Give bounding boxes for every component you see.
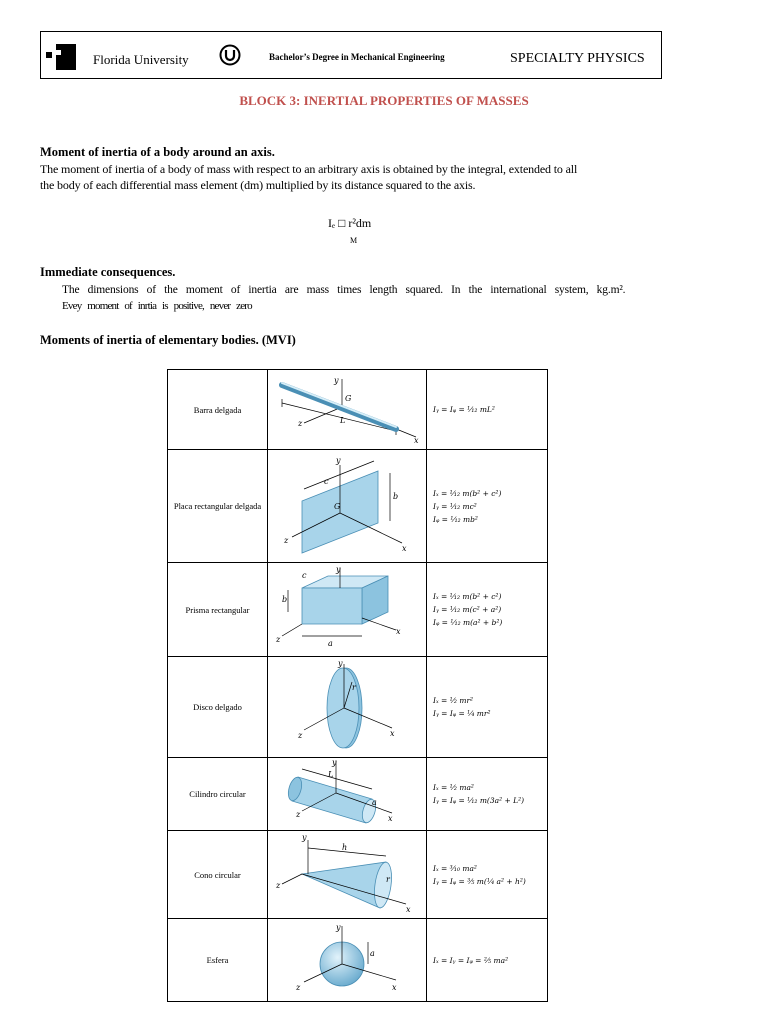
radius-label-r: r <box>352 682 356 692</box>
axis-label-y: y <box>336 564 341 574</box>
thin-disk-figure <box>268 658 426 757</box>
inertia-equation: Iᵧ = ¹⁄₁₂ mc² <box>433 501 477 511</box>
axis-label-x: x <box>396 626 401 636</box>
table-row <box>168 919 548 1002</box>
inertia-equation: Iₓ = ¹⁄₁₂ m(b² + c²) <box>433 592 502 601</box>
axis-label-x: x <box>414 435 419 445</box>
axis-label-y: y <box>332 758 337 767</box>
axis-label-x: x <box>390 728 395 738</box>
section-heading-mvi: Moments of inertia of elementary bodies. (MVI) <box>40 333 296 347</box>
length-label: L <box>340 415 346 425</box>
inertia-equation: Iₓ = ³⁄₁₀ ma² <box>433 863 477 873</box>
degree-name: Bachelor’s Degree in Mechanical Engineering <box>269 52 445 62</box>
section-heading-moment: Moment of inertia of a body around an axis. <box>40 145 275 159</box>
centroid-label: G <box>345 393 352 403</box>
radius-label-r: r <box>386 874 390 884</box>
inertia-formula <box>328 216 372 245</box>
axis-label-y: y <box>302 832 307 842</box>
paragraph-line: The moment of inertia of a body of mass with respect to an arbitrary axis is obtained by the integral, extended to all <box>40 162 578 176</box>
axis-label-z: z <box>296 809 301 819</box>
axis-label-z: z <box>298 730 303 740</box>
table-row <box>168 563 548 657</box>
subject-name: SPECIALTY PHYSICS <box>510 51 645 66</box>
university-name: Florida University <box>93 52 189 67</box>
axis-label-y: y <box>336 922 341 932</box>
axis-label-x: x <box>406 904 411 914</box>
axis-label-x: x <box>388 813 393 823</box>
axis-label-z: z <box>284 535 289 545</box>
cylinder-figure <box>268 759 426 830</box>
height-label-h: h <box>342 842 348 852</box>
circled-u-logo-icon <box>219 44 241 66</box>
formula-subscript: M <box>350 236 358 245</box>
inertia-equation: Iₓ = ¹⁄₂ mr² <box>433 696 474 705</box>
axis-label-z: z <box>296 982 301 992</box>
table-row <box>168 657 548 758</box>
inertia-equation: Iᵩ = ¹⁄₁₂ mb² <box>433 514 478 524</box>
formula-main: Iₑ □ r²dm <box>328 216 372 230</box>
axis-label-x: x <box>402 543 407 553</box>
length-label: L <box>328 769 334 779</box>
document-header <box>40 31 662 79</box>
dimension-label-a: a <box>328 638 333 648</box>
inertia-equation: Iᵧ = Iᵩ = ¹⁄₄ mr² <box>433 709 491 718</box>
axis-label-z: z <box>276 634 281 644</box>
table-row <box>168 450 548 563</box>
dimension-label-c: c <box>302 570 307 580</box>
square-logo-icon <box>46 44 76 70</box>
axis-label-z: z <box>298 418 303 428</box>
body-name: Esfera <box>168 919 268 1002</box>
axis-label-y: y <box>338 658 343 668</box>
cone-figure <box>268 832 426 918</box>
centroid-label: G <box>334 501 341 511</box>
table-row <box>168 831 548 919</box>
inertia-equation: Iᵧ = Iᵩ = ¹⁄₁₂ mL² <box>433 405 495 414</box>
radius-label-a: a <box>370 948 375 958</box>
body-name: Prisma rectangular <box>168 563 268 657</box>
dimension-label-c: c <box>324 476 329 486</box>
table-row <box>168 370 548 450</box>
axis-label-y: y <box>336 455 341 465</box>
inertia-equation: Iₓ = ¹⁄₂ ma² <box>433 783 474 792</box>
thin-rod-figure <box>268 371 426 449</box>
table-row <box>168 758 548 831</box>
paragraph-line: The dimensions of the moment of inertia are mass times length squared. In the international system, kg.m². <box>62 284 626 296</box>
thin-plate-figure <box>268 451 426 562</box>
body-name: Cono circular <box>168 831 268 919</box>
inertia-table <box>167 369 548 1002</box>
block-title: BLOCK 3: INERTIAL PROPERTIES OF MASSES <box>239 93 529 108</box>
inertia-equation: Iₓ = Iᵧ = Iᵩ = ²⁄₅ ma² <box>433 955 509 965</box>
inertia-equation: Iᵧ = Iᵩ = ¹⁄₁₂ m(3a² + L²) <box>433 796 525 805</box>
paragraph-line: the body of each differential mass element (dm) multiplied by its distance squared to the axis. <box>40 178 476 192</box>
radius-label-a: a <box>372 797 377 807</box>
inertia-equation: Iᵧ = ¹⁄₁₂ m(c² + a²) <box>433 605 502 614</box>
sphere-figure <box>268 920 426 1001</box>
axis-label-y: y <box>334 375 339 385</box>
body-name: Disco delgado <box>168 657 268 758</box>
inertia-equation: Iₓ = ¹⁄₁₂ m(b² + c²) <box>433 488 502 498</box>
dimension-label-b: b <box>393 491 399 501</box>
inertia-equation: Iᵩ = ¹⁄₁₂ m(a² + b²) <box>433 618 503 627</box>
axis-label-z: z <box>276 880 281 890</box>
dimension-label-b: b <box>282 594 288 604</box>
inertia-equation: Iᵧ = Iᵩ = ³⁄₅ m(¹⁄₄ a² + h²) <box>433 876 526 886</box>
section-heading-consequences: Immediate consequences. <box>40 265 176 279</box>
body-name: Cilindro circular <box>168 758 268 831</box>
body-name: Barra delgada <box>168 370 268 450</box>
axis-label-x: x <box>392 982 397 992</box>
paragraph-line: Evey moment of inrtia is positive, never zero <box>62 300 252 312</box>
body-name: Placa rectangular delgada <box>168 450 268 563</box>
rectangular-prism-figure <box>268 564 426 656</box>
